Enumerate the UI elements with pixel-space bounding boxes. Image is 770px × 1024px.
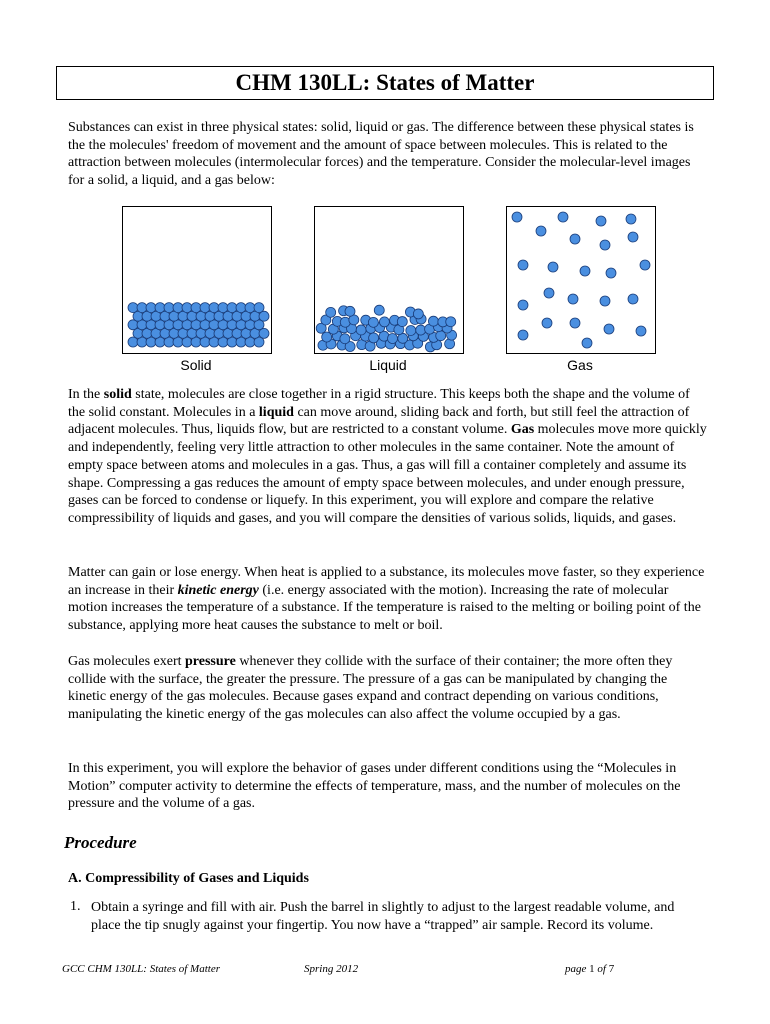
footer-page: page 1 of 7 <box>565 963 615 975</box>
molecule <box>356 325 366 335</box>
molecule <box>542 318 552 328</box>
gas-molecules <box>507 207 655 353</box>
molecule <box>568 294 578 304</box>
molecule <box>374 305 384 315</box>
intro-paragraph: Substances can exist in three physical states: solid, liquid or gas. The difference between these physical states is the the molecules' freedom of movement and the amount of space between molecules. This is related to the attraction between molecules (intermolecular forces) and the temperature. Consider the molecular-level images for a solid, a liquid, and a gas below: <box>68 120 694 189</box>
experiment-paragraph: In this experiment, you will explore the behavior of gases under different conditions using the “Molecules in Motion” computer activity to determine the effects of temperature, mass, and the number of molecules on the pressure and the volume of a gas. <box>68 761 681 812</box>
molecule <box>570 318 580 328</box>
molecule <box>236 303 246 313</box>
solid-molecules <box>123 207 271 353</box>
liquid-molecules <box>315 207 463 353</box>
molecule <box>413 309 423 319</box>
molecule <box>636 326 646 336</box>
molecule <box>536 226 546 236</box>
molecule <box>628 232 638 242</box>
molecule <box>626 214 636 224</box>
molecule <box>582 338 592 348</box>
kinetic-energy-term: kinetic energy <box>177 582 259 598</box>
molecule <box>245 303 255 313</box>
molecule <box>416 325 426 335</box>
molecule <box>155 303 165 313</box>
molecule <box>580 266 590 276</box>
molecule <box>388 334 398 344</box>
molecule <box>182 303 192 313</box>
label-liquid: Liquid <box>369 357 407 373</box>
molecule <box>428 316 438 326</box>
molecule <box>227 303 237 313</box>
molecule <box>146 303 156 313</box>
molecule <box>600 240 610 250</box>
molecule <box>604 324 614 334</box>
pressure-paragraph: Gas molecules exert pressure whenever they collide with the surface of their container; the more often they collide with the surface, the greater the pressure. The pressure of a gas can be manipulated by changing the kinetic energy of the gas molecules. Because gases expand and contract depending on various conditions, manipulating the kinetic energy of the gas molecules can also affect the volume occupied by a gas. <box>68 654 673 723</box>
molecule <box>368 317 378 327</box>
solid-box <box>122 206 272 354</box>
molecule <box>218 303 228 313</box>
label-gas: Gas <box>567 357 593 373</box>
pressure-term: pressure <box>185 654 236 669</box>
molecule <box>518 300 528 310</box>
procedure-heading: Procedure <box>64 833 137 852</box>
molecule <box>209 303 219 313</box>
states-of-matter-figure <box>118 204 663 374</box>
molecule <box>137 303 147 313</box>
molecule <box>369 333 379 343</box>
molecule <box>558 212 568 222</box>
molecule <box>628 294 638 304</box>
molecule <box>606 268 616 278</box>
molecule <box>548 262 558 272</box>
liquid-box <box>314 206 464 354</box>
molecule <box>570 234 580 244</box>
molecule <box>518 330 528 340</box>
molecule <box>446 317 456 327</box>
step-number: 1. <box>70 899 81 914</box>
gas-term: Gas <box>510 422 535 438</box>
molecule <box>406 325 416 335</box>
title-box <box>56 66 714 100</box>
molecule <box>379 317 389 327</box>
molecule <box>340 334 350 344</box>
molecule <box>397 317 407 327</box>
molecule <box>544 288 554 298</box>
molecule <box>173 303 183 313</box>
molecule <box>128 303 138 313</box>
label-solid: Solid <box>180 357 212 373</box>
molecule <box>600 296 610 306</box>
solid-term: solid <box>103 387 132 402</box>
molecule <box>640 260 650 270</box>
footer-term: Spring 2012 <box>304 963 359 975</box>
molecule <box>254 303 264 313</box>
molecule <box>518 260 528 270</box>
molecule <box>345 306 355 316</box>
states-paragraph: In the solid state, molecules are close together in a rigid structure. This keeps both the shape and the volume of the solid constant. Molecules in a liquid can move around, sliding back and forth, but still feel the attraction of adjacent molecules. Thus, liquids flow, but are restricted to a constant volume. Gas molecules move more quickly and independently, feeling very little attraction to other molecules in the same container. Note the amount of empty space between atoms and molecules in a gas. Thus, a gas will fill a container completely and assume its shape. Compressing a gas reduces the amount of empty space between molecules, and under enough pressure, gases can be forced to condense or liquefy. In this experiment, you will explore and compare the relative compressibility of liquids and gases, and you will compare the densities of various solids, liquids, and gases. <box>68 387 707 526</box>
liquid-term: liquid <box>258 404 294 420</box>
molecule <box>512 212 522 222</box>
molecule <box>200 303 210 313</box>
molecule <box>596 216 606 226</box>
molecule <box>326 307 336 317</box>
molecule <box>164 303 174 313</box>
footer-course: GCC CHM 130LL: States of Matter <box>62 963 220 975</box>
section-a-heading: A. Compressibility of Gases and Liquids <box>68 871 309 886</box>
energy-paragraph: Matter can gain or lose energy. When heat is applied to a substance, its molecules move faster, so they experience an increase in their kinetic energy (i.e. energy associated with the motion). Increasing the rate of molecular motion increases the temperature of a substance. If the temperature is raised to the melting or boiling point of the substance, applying more heat causes the substance to melt or boil. <box>68 565 705 634</box>
molecule <box>191 303 201 313</box>
step-text: Obtain a syringe and fill with air. Push the barrel in slightly to adjust to the largest readable volume, and place the tip snugly against your fingertip. You now have a “trapped” air sample. Record its volume. <box>91 900 675 933</box>
page-title: CHM 130LL: States of Matter <box>235 70 535 95</box>
gas-box <box>506 206 656 354</box>
